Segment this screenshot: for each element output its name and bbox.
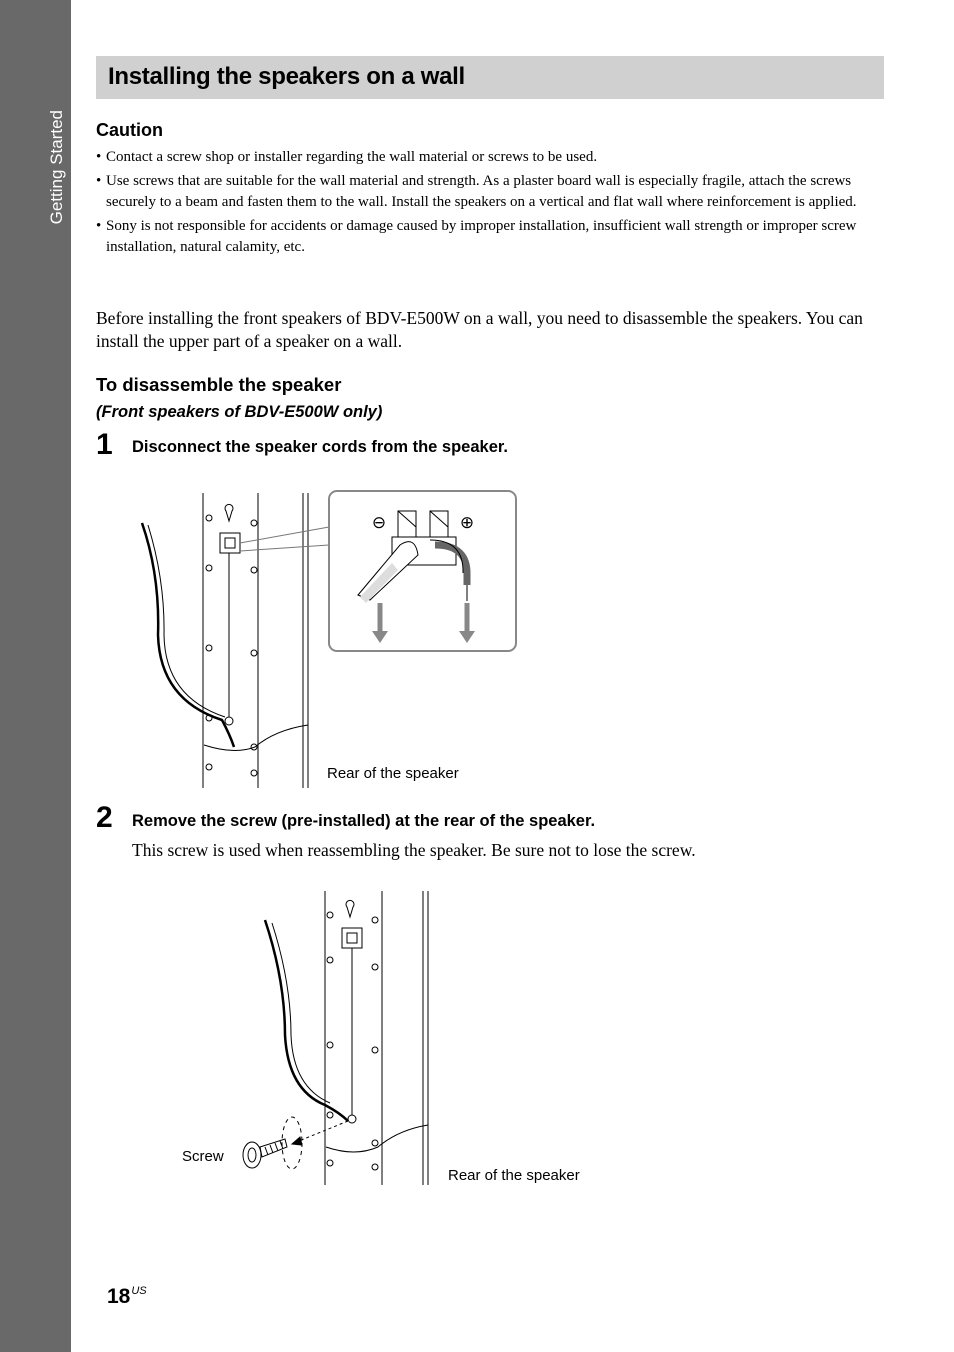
step-2-text: Remove the screw (pre-installed) at the rear of the speaker. — [132, 812, 596, 830]
figure-2-caption: Rear of the speaker — [448, 1167, 580, 1184]
figure-disconnect-cords — [130, 485, 530, 795]
step-2-number: 2 — [96, 801, 113, 834]
intro-paragraph: Before installing the front speakers of BDV-E500W on a wall, you need to disassemble the speakers. You can install the upper part of a speaker on a wall. — [96, 308, 863, 351]
caution-bullet: • Contact a screw shop or installer regarding the wall material or screws to be used. — [96, 147, 886, 169]
step-1-number: 1 — [96, 428, 113, 461]
page-number — [107, 1285, 147, 1309]
page-number-value: 18 — [107, 1285, 131, 1308]
caution-bullet: • Sony is not responsible for accidents or damage caused by improper installation, insufficient wall strength or improper screw installation, natural calamity, etc. — [96, 216, 886, 259]
minus-terminal-icon: ⊖ — [371, 513, 387, 533]
sidebar-section-label: Getting Started — [47, 110, 66, 225]
subsection-heading: To disassemble the speaker — [96, 374, 342, 395]
page-title: Installing the speakers on a wall — [108, 63, 465, 90]
subsection-note: (Front speakers of BDV-E500W only) — [96, 403, 383, 421]
section-title-bar — [96, 56, 884, 99]
figure-remove-screw — [230, 885, 450, 1190]
caution-list — [96, 147, 886, 261]
caution-bullet: • Use screws that are suitable for the wall material and strength. As a plaster board wall is especially fragile, attach the screws securely to a beam and fasten them to the wall. Install the speakers on a vertical and flat wall where reinforcement is applied. — [96, 171, 886, 214]
step-1-text: Disconnect the speaker cords from the speaker. — [132, 438, 508, 456]
step-2-description: This screw is used when reassembling the speaker. Be sure not to lose the screw. — [132, 840, 696, 860]
caution-heading: Caution — [96, 120, 163, 140]
page-number-suffix: US — [131, 1285, 147, 1297]
sidebar-tab — [0, 0, 71, 1352]
screw-label: Screw — [182, 1148, 224, 1165]
figure-1-caption: Rear of the speaker — [327, 765, 459, 782]
plus-terminal-icon: ⊕ — [459, 513, 475, 533]
